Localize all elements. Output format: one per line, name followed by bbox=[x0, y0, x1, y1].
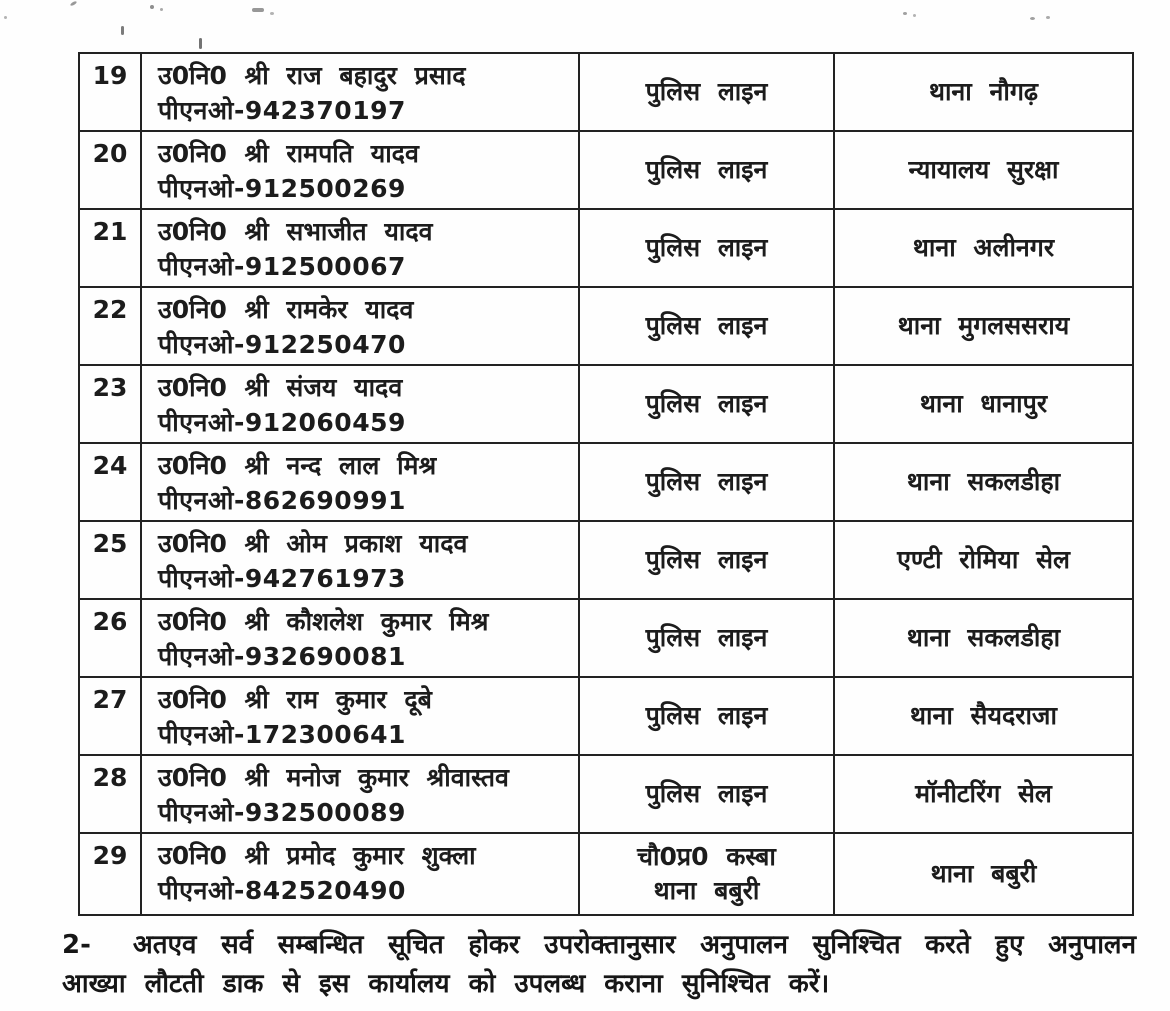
officer-pno: पीएनओ-912500269 bbox=[158, 174, 406, 203]
officer-cell bbox=[141, 365, 579, 443]
officer-pno: पीएनओ-912500067 bbox=[158, 252, 406, 281]
officer-name: उ0नि0 श्री नन्द लाल मिश्र bbox=[158, 451, 437, 480]
paragraph-text: अतएव सर्व सम्बन्धित सूचित होकर उपरोक्तानुसार अनुपालन सुनिश्चित करते हुए अनुपालन आख्या लौटती डाक से इस कार्यालय को उपलब्ध कराना सुनिश्चित करें। bbox=[62, 930, 1136, 999]
row-serial: 20 bbox=[79, 131, 141, 209]
officer-name: उ0नि0 श्री रामपति यादव bbox=[158, 139, 419, 168]
current-posting: पुलिस लाइन bbox=[579, 599, 834, 677]
table-row bbox=[79, 599, 1133, 677]
scan-speck bbox=[199, 38, 202, 49]
new-posting: थाना नौगढ़ bbox=[834, 53, 1133, 131]
current-posting: पुलिस लाइन bbox=[579, 287, 834, 365]
transfer-roster-table bbox=[78, 52, 1134, 916]
officer-cell bbox=[141, 53, 579, 131]
scan-speck bbox=[270, 12, 274, 15]
current-posting-line1: चौ0प्र0 कस्बा bbox=[637, 842, 776, 871]
officer-pno: पीएनओ-942370197 bbox=[158, 96, 406, 125]
new-posting: थाना सकलडीहा bbox=[834, 599, 1133, 677]
row-serial: 27 bbox=[79, 677, 141, 755]
officer-name: उ0नि0 श्री राम कुमार दूबे bbox=[158, 685, 432, 714]
table-row bbox=[79, 365, 1133, 443]
row-serial: 28 bbox=[79, 755, 141, 833]
new-posting: एण्टी रोमिया सेल bbox=[834, 521, 1133, 599]
new-posting: मॉनीटरिंग सेल bbox=[834, 755, 1133, 833]
scan-speck bbox=[252, 8, 264, 12]
officer-name: उ0नि0 श्री रामकेर यादव bbox=[158, 295, 414, 324]
table-row bbox=[79, 287, 1133, 365]
new-posting: न्यायालय सुरक्षा bbox=[834, 131, 1133, 209]
current-posting: पुलिस लाइन bbox=[579, 365, 834, 443]
scan-speck bbox=[70, 0, 78, 6]
scan-speck bbox=[913, 14, 916, 17]
row-serial: 19 bbox=[79, 53, 141, 131]
officer-cell bbox=[141, 677, 579, 755]
officer-pno: पीएनओ-912250470 bbox=[158, 330, 406, 359]
officer-pno: पीएनओ-842520490 bbox=[158, 876, 406, 905]
table-row bbox=[79, 131, 1133, 209]
officer-pno: पीएनओ-932500089 bbox=[158, 798, 406, 827]
scan-speck bbox=[1030, 17, 1035, 20]
table-row bbox=[79, 521, 1133, 599]
officer-name: उ0नि0 श्री प्रमोद कुमार शुक्ला bbox=[158, 841, 476, 870]
table-row bbox=[79, 443, 1133, 521]
table-row bbox=[79, 677, 1133, 755]
row-serial: 21 bbox=[79, 209, 141, 287]
officer-name: उ0नि0 श्री सभाजीत यादव bbox=[158, 217, 433, 246]
current-posting: पुलिस लाइन bbox=[579, 131, 834, 209]
scan-speck bbox=[160, 8, 163, 11]
officer-cell bbox=[141, 287, 579, 365]
row-serial: 29 bbox=[79, 833, 141, 915]
scan-speck bbox=[121, 26, 124, 35]
scan-speck bbox=[4, 16, 7, 19]
scan-speck bbox=[150, 5, 154, 9]
officer-cell bbox=[141, 209, 579, 287]
officer-cell bbox=[141, 521, 579, 599]
officer-name: उ0नि0 श्री कौशलेश कुमार मिश्र bbox=[158, 607, 489, 636]
officer-cell bbox=[141, 755, 579, 833]
current-posting: पुलिस लाइन bbox=[579, 677, 834, 755]
officer-pno: पीएनओ-932690081 bbox=[158, 642, 406, 671]
officer-pno: पीएनओ-912060459 bbox=[158, 408, 406, 437]
officer-cell bbox=[141, 599, 579, 677]
new-posting: थाना धानापुर bbox=[834, 365, 1133, 443]
table-row bbox=[79, 755, 1133, 833]
table-row bbox=[79, 209, 1133, 287]
row-serial: 26 bbox=[79, 599, 141, 677]
current-posting bbox=[579, 833, 834, 915]
current-posting: पुलिस लाइन bbox=[579, 443, 834, 521]
row-serial: 22 bbox=[79, 287, 141, 365]
officer-name: उ0नि0 श्री राज बहादुर प्रसाद bbox=[158, 61, 466, 90]
row-serial: 23 bbox=[79, 365, 141, 443]
scan-speck bbox=[1046, 16, 1050, 19]
officer-name: उ0नि0 श्री ओम प्रकाश यादव bbox=[158, 529, 468, 558]
officer-pno: पीएनओ-172300641 bbox=[158, 720, 406, 749]
new-posting: थाना मुगलससराय bbox=[834, 287, 1133, 365]
officer-name: उ0नि0 श्री संजय यादव bbox=[158, 373, 403, 402]
current-posting: पुलिस लाइन bbox=[579, 755, 834, 833]
closing-paragraph bbox=[62, 926, 1136, 1004]
officer-pno: पीएनओ-862690991 bbox=[158, 486, 406, 515]
current-posting: पुलिस लाइन bbox=[579, 521, 834, 599]
officer-cell bbox=[141, 833, 579, 915]
new-posting: थाना सकलडीहा bbox=[834, 443, 1133, 521]
new-posting: थाना सैयदराजा bbox=[834, 677, 1133, 755]
current-posting: पुलिस लाइन bbox=[579, 53, 834, 131]
officer-cell bbox=[141, 443, 579, 521]
current-posting: पुलिस लाइन bbox=[579, 209, 834, 287]
scan-speck bbox=[903, 12, 907, 15]
current-posting-line2: थाना बबुरी bbox=[653, 876, 760, 905]
officer-pno: पीएनओ-942761973 bbox=[158, 564, 406, 593]
row-serial: 24 bbox=[79, 443, 141, 521]
table-row bbox=[79, 53, 1133, 131]
officer-name: उ0नि0 श्री मनोज कुमार श्रीवास्तव bbox=[158, 763, 509, 792]
new-posting: थाना अलीनगर bbox=[834, 209, 1133, 287]
new-posting: थाना बबुरी bbox=[834, 833, 1133, 915]
table-row bbox=[79, 833, 1133, 915]
officer-cell bbox=[141, 131, 579, 209]
row-serial: 25 bbox=[79, 521, 141, 599]
paragraph-number: 2- bbox=[62, 930, 91, 960]
